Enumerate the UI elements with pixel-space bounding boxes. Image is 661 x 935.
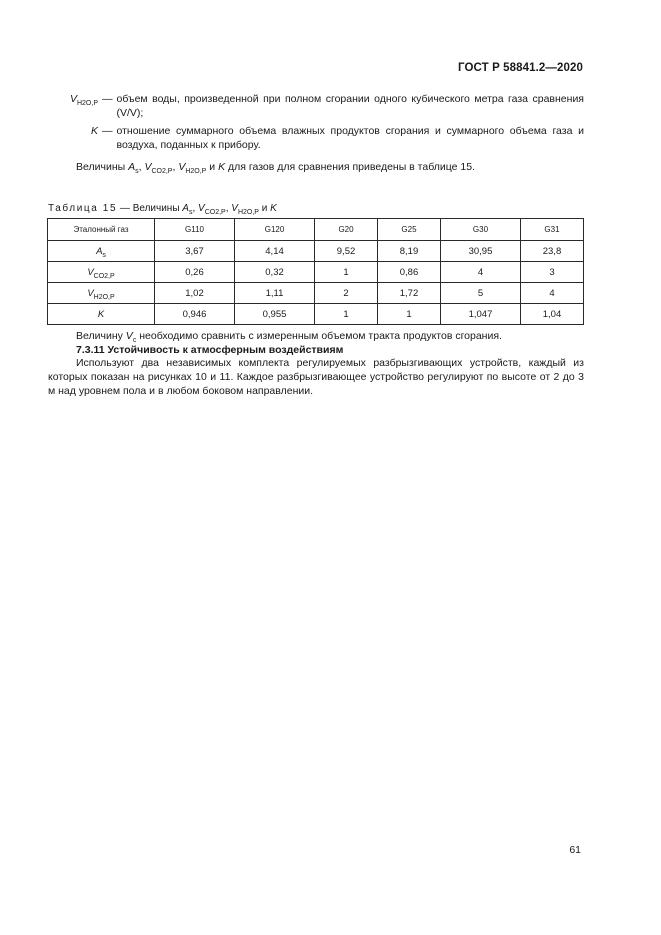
column-header: G30: [440, 219, 520, 241]
row-label: $A_s$: [48, 241, 155, 262]
page-number: 61: [569, 844, 581, 856]
definition-dash: —: [102, 93, 113, 105]
gas-table: [47, 218, 584, 325]
table-cell: 9,52: [315, 241, 378, 262]
table-row: [48, 241, 584, 262]
definition-symbol: $V_{H2O,P}$: [69, 93, 98, 107]
section-heading: 7.3.11 Устойчивость к атмосферным воздействиям: [76, 344, 344, 356]
column-header: G20: [315, 219, 378, 241]
table-cell: 1,047: [440, 304, 520, 325]
column-header: G25: [378, 219, 441, 241]
vc-note: Величину $V_c$ необходимо сравнить с измеренным объемом тракта продуктов сгорания.: [76, 330, 502, 344]
table-cell: 0,26: [155, 262, 235, 283]
table-row: [48, 262, 584, 283]
table-cell: 8,19: [378, 241, 441, 262]
row-label: $V_{CO2,P}$: [48, 262, 155, 283]
table-cell: 4: [520, 283, 583, 304]
row-label: $V_{H2O,P}$: [48, 283, 155, 304]
table-cell: 1: [378, 304, 441, 325]
standard-header: ГОСТ Р 58841.2—2020: [458, 62, 583, 74]
table-cell: 1,72: [378, 283, 441, 304]
table-cell: 3,67: [155, 241, 235, 262]
table-row: [48, 304, 584, 325]
table-header-row: [48, 219, 584, 241]
table-cell: 30,95: [440, 241, 520, 262]
table-cell: 1,11: [235, 283, 315, 304]
table-cell: 1: [315, 304, 378, 325]
table-cell: 5: [440, 283, 520, 304]
column-header: G31: [520, 219, 583, 241]
column-header: G120: [235, 219, 315, 241]
definition-text: объем воды, произведенной при полном сгорании одного кубического метра газа сравнения (V/V);: [116, 93, 584, 119]
definition-dash: —: [102, 125, 113, 137]
definition-item: [50, 124, 584, 152]
column-header: Эталонный газ: [48, 219, 155, 241]
table-row: [48, 283, 584, 304]
table-cell: 0,32: [235, 262, 315, 283]
table-cell: 0,955: [235, 304, 315, 325]
table-cell: 0,86: [378, 262, 441, 283]
table-cell: 23,8: [520, 241, 583, 262]
row-label: K: [48, 304, 155, 325]
body-paragraph: Используют два независимых комплекта регулируемых разбрызгивающих устройств, каждый из которых показан на рисунках 10 и 11. Каждое разбрызгивающее устройство регулируют по высоте от 2 до 3 м над уровнем пола и в любом боковом направлении.: [48, 357, 584, 397]
values-note: Величины $A_s$, $V_{CO2,P}$, $V_{H2O,P}$ и K для газов для сравнения приведены в таблице 15.: [76, 161, 475, 175]
table-cell: 4: [440, 262, 520, 283]
table-cell: 4,14: [235, 241, 315, 262]
table-cell: 1: [315, 262, 378, 283]
table-cell: 3: [520, 262, 583, 283]
table-cell: 0,946: [155, 304, 235, 325]
table-cell: 1,04: [520, 304, 583, 325]
definitions-list: [50, 92, 584, 156]
definition-text: отношение суммарного объема влажных продуктов сгорания и суммарного объема газа и воздуха, поданных к прибору.: [116, 125, 584, 151]
column-header: G110: [155, 219, 235, 241]
table-cell: 1,02: [155, 283, 235, 304]
table-cell: 2: [315, 283, 378, 304]
definition-item: [50, 92, 584, 120]
table-caption: Таблица 15 — Величины $A_s$, $V_{CO2,P}$, $V_{H2O,P}$ и K: [48, 203, 277, 216]
definition-symbol: K: [90, 125, 98, 137]
